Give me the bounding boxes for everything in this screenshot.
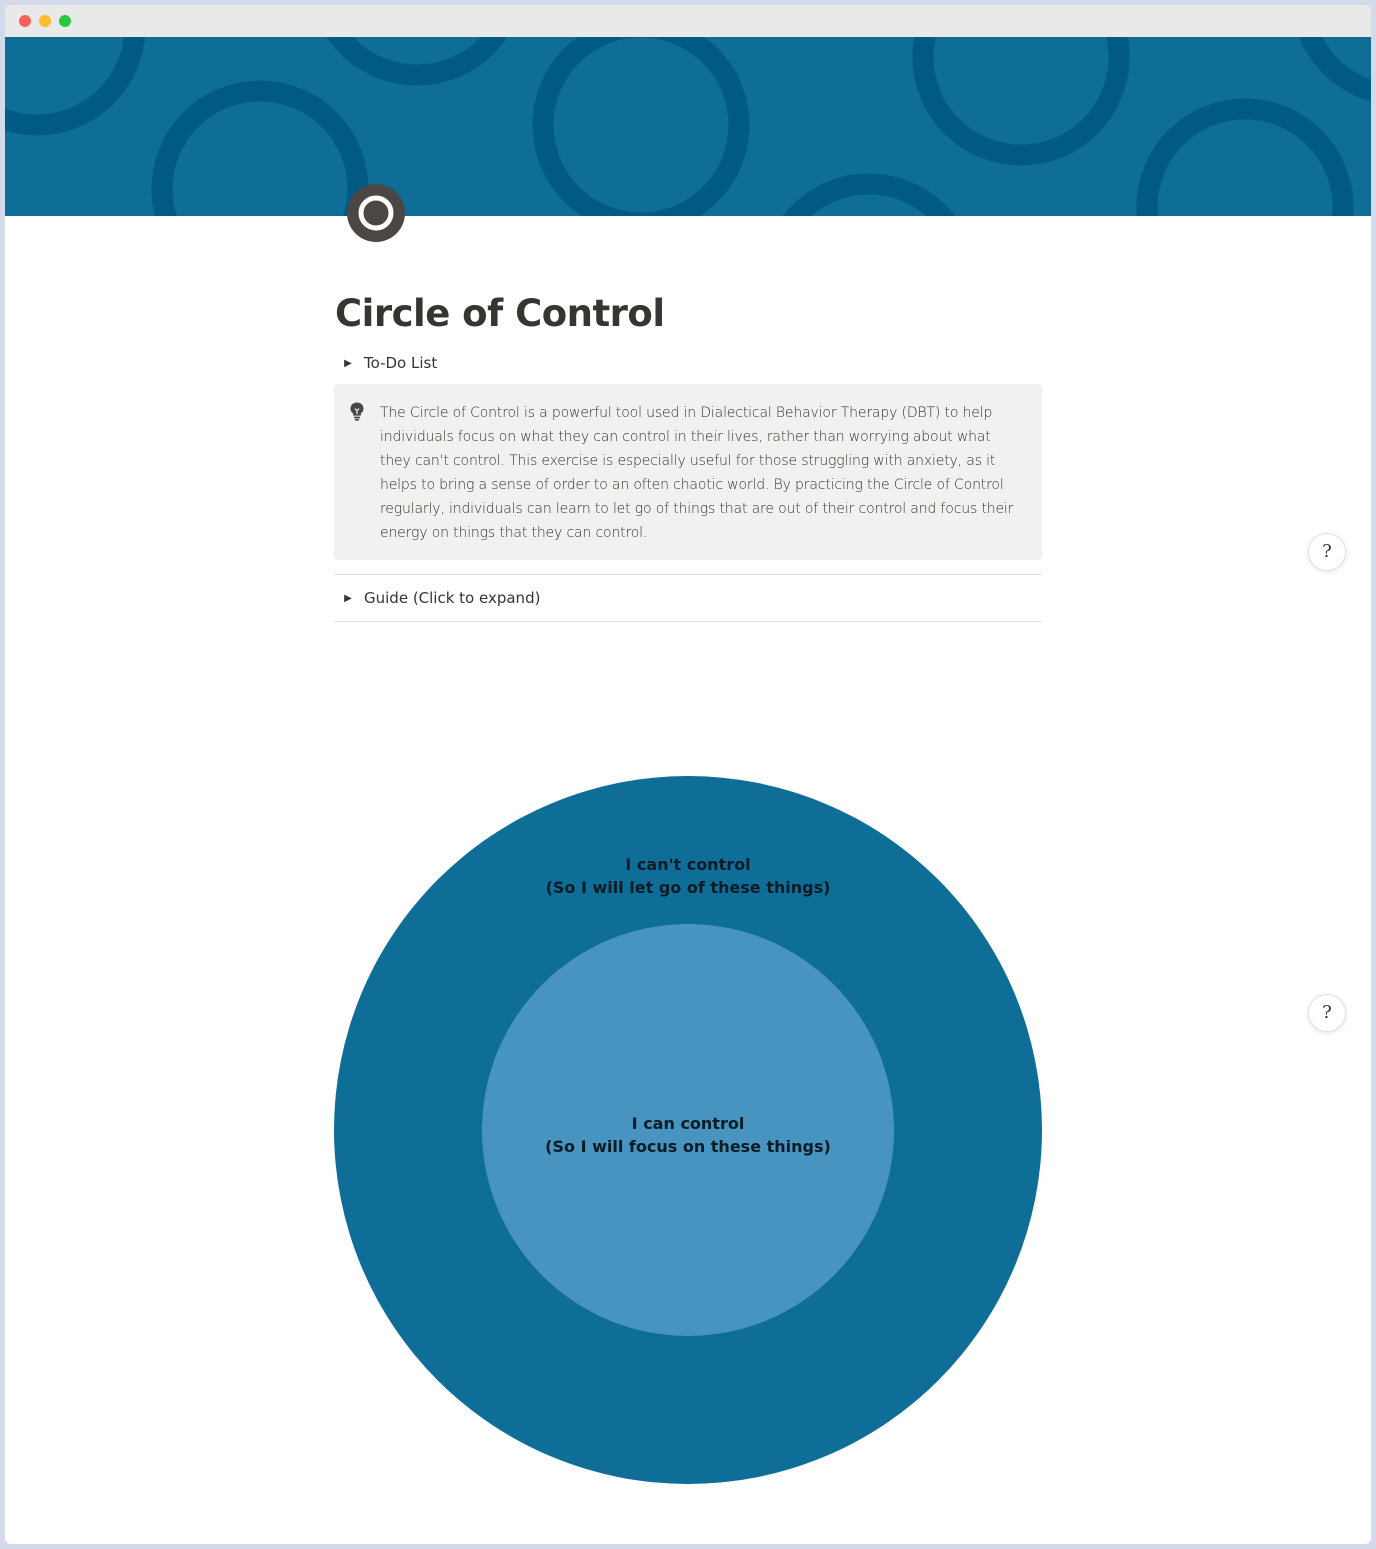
- todo-list-toggle-label: To-Do List: [364, 354, 438, 372]
- callout-text[interactable]: The Circle of Control is a powerful tool used in Dialectical Behavior Therapy (DBT) to help individuals focus on what they can control in their lives, rather than worrying about what they can't control. This exercise is especially useful for those struggling with anxiety, as it helps to bring a sense of order to an often chaotic world. By practicing the Circle of Control regularly, individuals can learn to let go of things that are out of their control and focus their energy on things that they can control.: [380, 405, 1014, 541]
- outer-circle-label: [334, 853, 1042, 899]
- outer-circle-label-title: I can't control: [625, 855, 751, 874]
- inner-circle-label-title: I can control: [631, 1114, 745, 1133]
- page-title[interactable]: Circle of Control: [335, 292, 665, 335]
- cover-circles-pattern: [5, 37, 1371, 216]
- outer-circle-label-subtitle: (So I will let go of these things): [545, 878, 831, 897]
- triangle-right-icon[interactable]: ▶: [344, 592, 352, 604]
- target-icon[interactable]: [347, 184, 405, 242]
- help-button[interactable]: ?: [1308, 533, 1346, 571]
- lightbulb-icon[interactable]: [348, 401, 366, 421]
- callout-block[interactable]: [334, 384, 1042, 560]
- todo-list-toggle[interactable]: [334, 341, 1042, 385]
- help-button[interactable]: ?: [1308, 994, 1346, 1032]
- circle-of-control-diagram: [334, 776, 1042, 1484]
- page-cover-image[interactable]: [5, 37, 1371, 216]
- triangle-right-icon[interactable]: ▶: [344, 357, 352, 369]
- guide-toggle-label: Guide (Click to expand): [364, 589, 541, 607]
- inner-circle-label: [334, 1112, 1042, 1158]
- inner-circle-label-subtitle: (So I will focus on these things): [545, 1137, 831, 1156]
- maximize-window-button[interactable]: [59, 15, 71, 27]
- browser-window: [5, 5, 1371, 1544]
- close-window-button[interactable]: [19, 15, 31, 27]
- window-titlebar: [5, 5, 1371, 37]
- guide-toggle[interactable]: [334, 574, 1042, 622]
- minimize-window-button[interactable]: [39, 15, 51, 27]
